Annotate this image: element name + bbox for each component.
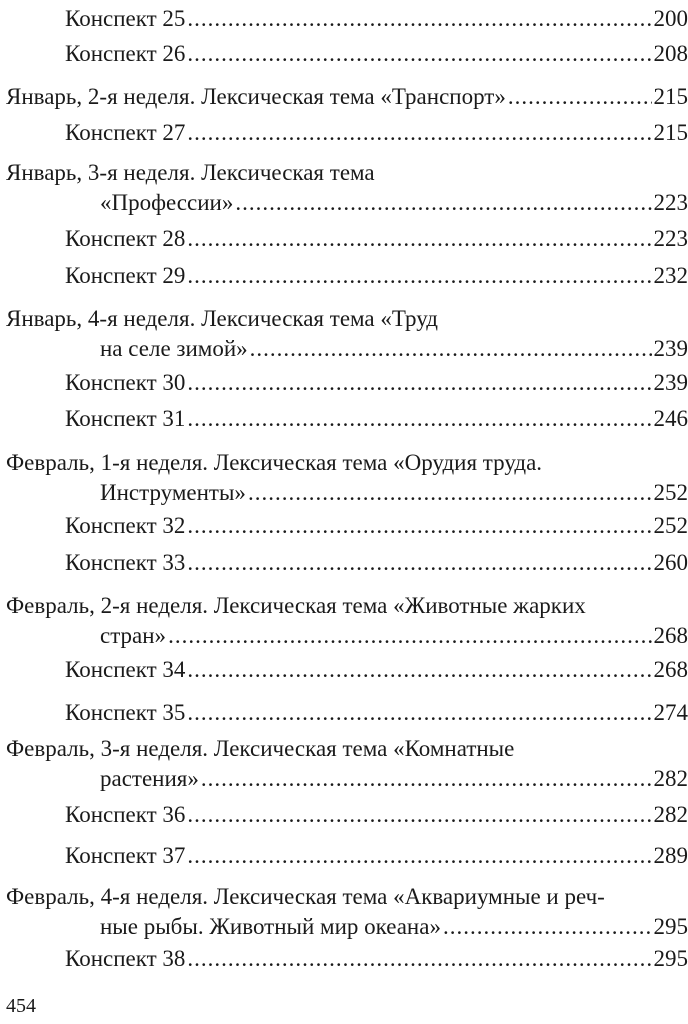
toc-entry [0,39,688,69]
page-ref: 274 [653,700,688,725]
entry-title: Конспект 27 [65,120,186,145]
page-ref: 268 [653,623,688,648]
topic-title-line: на селе зимой» [100,336,248,361]
dot-leader [187,841,651,871]
topic-title-line: «Профессии» [100,190,234,215]
dot-leader [187,261,651,291]
page-ref: 239 [653,336,688,361]
dot-leader [248,478,652,508]
page-ref: 295 [653,946,688,971]
dot-leader [187,655,651,685]
toc-topic-entry [0,882,688,942]
page-ref: 239 [653,370,688,395]
entry-title: Конспект 28 [65,226,186,251]
toc-entry [0,698,688,728]
dot-leader [187,4,651,34]
page-ref: 223 [653,190,688,215]
entry-title: Конспект 30 [65,370,186,395]
toc-entry [0,511,688,541]
page-ref: 282 [653,766,688,791]
entry-title: Конспект 36 [65,802,186,827]
entry-title: Конспект 38 [65,946,186,971]
entry-title: Конспект 32 [65,513,186,538]
page-ref: 295 [653,914,688,939]
entry-title: Конспект 33 [65,550,186,575]
toc-entry [0,655,688,685]
topic-title-line: Январь, 3-я неделя. Лексическая тема [6,160,375,185]
toc-topic-entry [0,82,688,112]
dot-leader [187,511,651,541]
entry-title: Конспект 29 [65,263,186,288]
page-ref: 223 [653,226,688,251]
toc-topic-entry [0,591,688,651]
toc-entry [0,224,688,254]
dot-leader [443,912,652,942]
page-ref: 252 [653,513,688,538]
dot-leader [235,188,651,218]
toc-entry [0,800,688,830]
entry-title: Конспект 31 [65,406,186,431]
dot-leader [187,944,651,974]
toc-entry [0,261,688,291]
page-ref: 268 [653,657,688,682]
dot-leader [250,334,652,364]
topic-title-line: Февраль, 1-я неделя. Лексическая тема «Орудия труда. [6,450,543,475]
toc-topic-entry [0,734,688,794]
page-ref: 215 [653,120,688,145]
page-ref: 252 [653,480,688,505]
page-ref: 260 [653,550,688,575]
page-ref: 215 [653,84,688,109]
entry-title: Конспект 26 [65,41,186,66]
toc-entry [0,944,688,974]
entry-title: Конспект 25 [65,6,186,31]
toc-entry [0,4,688,34]
page-ref: 208 [653,41,688,66]
toc-entry [0,118,688,148]
page-ref: 246 [653,406,688,431]
topic-title-line: Февраль, 3-я неделя. Лексическая тема «Комнатные [6,736,515,761]
dot-leader [187,698,651,728]
page-number: 454 [6,995,36,1017]
topic-title-line: Февраль, 4-я неделя. Лексическая тема «Аквариумные и реч- [6,884,605,909]
page-ref: 289 [653,843,688,868]
topic-title-line: Февраль, 2-я неделя. Лексическая тема «Животные жарких [6,593,586,618]
topic-title-line: Январь, 2-я неделя. Лексическая тема «Транспорт» [6,84,506,109]
dot-leader [187,800,651,830]
dot-leader [187,548,651,578]
toc-entry [0,404,688,434]
dot-leader [187,368,651,398]
toc-topic-entry [0,158,688,218]
page-ref: 200 [653,6,688,31]
dot-leader [187,118,651,148]
entry-title: Конспект 35 [65,700,186,725]
topic-title-line: растения» [100,766,199,791]
topic-title-line: стран» [100,623,167,648]
toc-entry [0,841,688,871]
dot-leader [187,224,651,254]
toc-entry [0,368,688,398]
topic-title-line: Инструменты» [100,480,246,505]
entry-title: Конспект 34 [65,657,186,682]
entry-title: Конспект 37 [65,843,186,868]
page-ref: 232 [653,263,688,288]
toc-topic-entry [0,304,688,364]
toc-entry [0,548,688,578]
toc-topic-entry [0,448,688,508]
dot-leader [168,621,651,651]
dot-leader [187,39,651,69]
topic-title-line: ные рыбы. Животный мир океана» [100,914,441,939]
topic-title-line: Январь, 4-я неделя. Лексическая тема «Труд [6,306,439,331]
page-ref: 282 [653,802,688,827]
dot-leader [187,404,651,434]
dot-leader [508,82,652,112]
dot-leader [201,764,652,794]
